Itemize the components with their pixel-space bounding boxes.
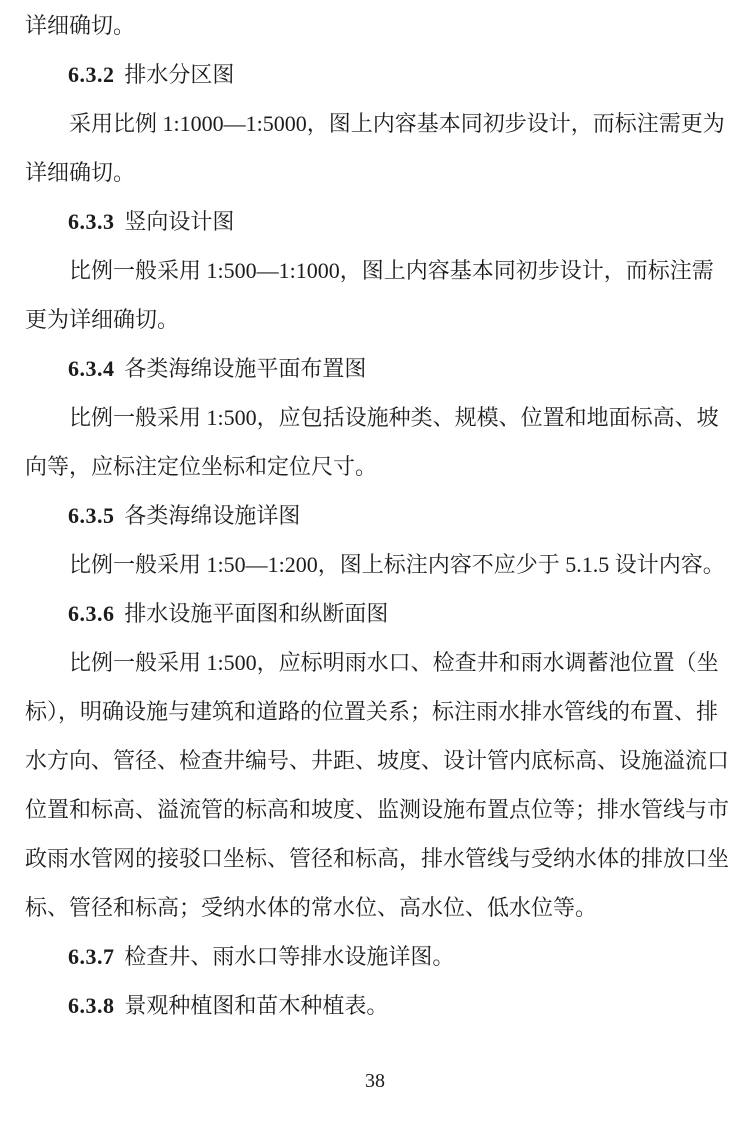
section-number: 6.3.5 xyxy=(68,503,115,528)
paragraph-line: 比例一般采用 1:500—1:1000，图上内容基本同初步设计，而标注需 xyxy=(69,258,714,283)
paragraph-line: 比例一般采用 1:500，应包括设施种类、规模、位置和地面标高、坡 xyxy=(69,405,719,430)
paragraph-line: 更为详细确切。 xyxy=(25,307,180,332)
section-heading-6-3-6 xyxy=(25,589,726,638)
section-title: 景观种植图和苗木种植表。 xyxy=(124,993,389,1018)
paragraph-line: 比例一般采用 1:50—1:200，图上标注内容不应少于 5.1.5 设计内容。 xyxy=(69,552,725,577)
paragraph-line: 水方向、管径、检查井编号、井距、坡度、设计管内底标高、设施溢流口 xyxy=(25,748,730,773)
section-heading-6-3-5 xyxy=(25,491,726,540)
paragraph-line: 位置和标高、溢流管的标高和坡度、监测设施布置点位等；排水管线与市 xyxy=(25,797,730,822)
section-number: 6.3.7 xyxy=(68,944,115,969)
paragraph-line: 向等，应标注定位坐标和定位尺寸。 xyxy=(25,454,378,479)
section-number: 6.3.6 xyxy=(68,601,115,626)
section-heading-6-3-8 xyxy=(25,981,726,1030)
section-number: 6.3.2 xyxy=(68,62,115,87)
document-body xyxy=(25,1,730,1030)
section-number: 6.3.3 xyxy=(68,209,115,234)
section-title: 各类海绵设施平面布置图 xyxy=(124,356,367,381)
section-title: 排水分区图 xyxy=(124,62,235,87)
section-heading-6-3-4 xyxy=(25,344,726,393)
section-title: 各类海绵设施详图 xyxy=(124,503,301,528)
section-title: 竖向设计图 xyxy=(124,209,235,234)
section-heading-6-3-2 xyxy=(25,50,726,99)
paragraph-line: 政雨水管网的接驳口坐标、管径和标高，排水管线与受纳水体的排放口坐 xyxy=(25,846,730,871)
paragraph-line: 标），明确设施与建筑和道路的位置关系；标注雨水排水管线的布置、排 xyxy=(25,699,719,724)
paragraph-line: 详细确切。 xyxy=(25,160,136,185)
section-number: 6.3.8 xyxy=(68,993,115,1018)
page-number: 38 xyxy=(365,1070,385,1092)
section-number: 6.3.4 xyxy=(68,356,115,381)
section-heading-6-3-7 xyxy=(25,932,726,981)
paragraph-line: 比例一般采用 1:500，应标明雨水口、检查井和雨水调蓄池位置（坐 xyxy=(69,650,719,675)
paragraph-line: 标、管径和标高；受纳水体的常水位、高水位、低水位等。 xyxy=(25,895,598,920)
page-footer xyxy=(0,1068,750,1094)
section-heading-6-3-3 xyxy=(25,197,726,246)
section-title: 排水设施平面图和纵断面图 xyxy=(124,601,389,626)
section-title: 检查井、雨水口等排水设施详图。 xyxy=(124,944,455,969)
body-line: 详细确切。 xyxy=(25,13,136,38)
paragraph-line: 采用比例 1:1000—1:5000，图上内容基本同初步设计，而标注需更为 xyxy=(69,111,725,136)
